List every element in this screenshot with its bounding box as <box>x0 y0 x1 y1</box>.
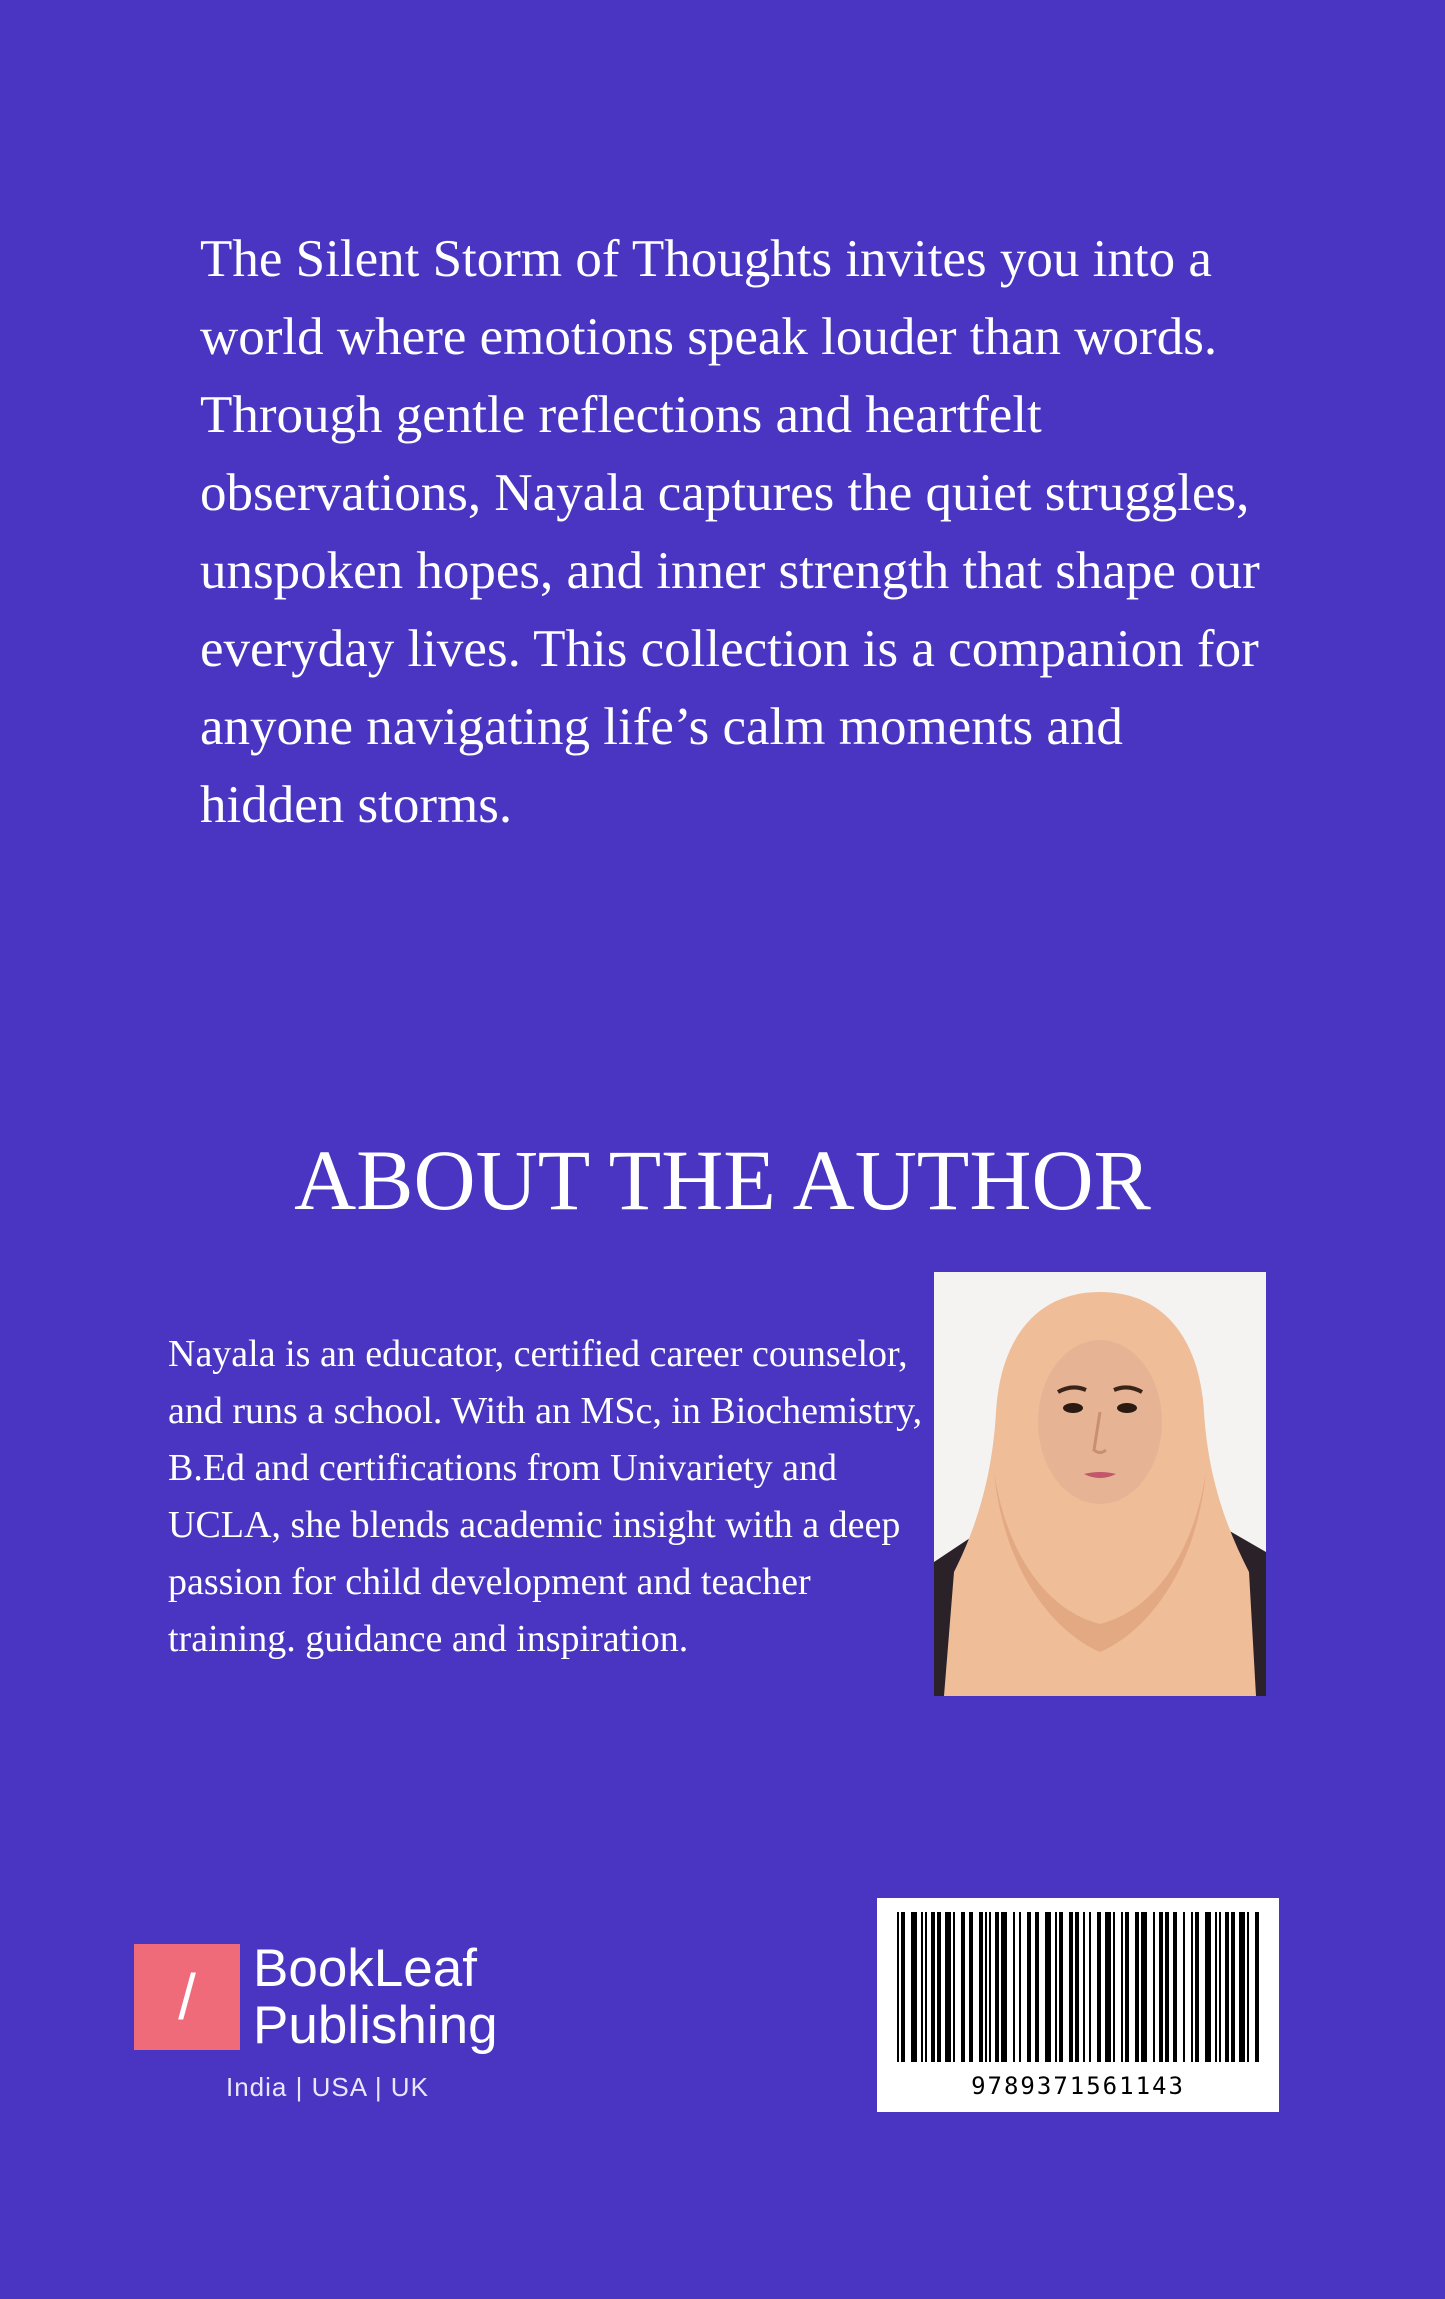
barcode-bar <box>945 1912 951 2062</box>
barcode-bar <box>989 1912 991 2062</box>
isbn-barcode <box>877 1898 1279 2112</box>
publisher-logo-text <box>253 1940 498 2054</box>
barcode-bar <box>1019 1912 1021 2062</box>
barcode-bar <box>1255 1912 1259 2062</box>
barcode-bar <box>985 1912 987 2062</box>
barcode-bar <box>979 1912 983 2062</box>
back-cover-blurb: The Silent Storm of Thoughts invites you into a world where emotions speak louder than words. Through gentle reflections and heartfelt observations, Nayala captures the quiet struggles, unspoken hopes, and inner strength that shape our everyday lives. This collection is a companion for anyone navigating life’s calm moments and hidden storms. <box>200 230 1260 834</box>
author-bio: Nayala is an educator, certified career counselor, and runs a school. With an MSc, in Biochemistry, B.Ed and certifications from Univariety and UCLA, she blends academic insight with a deep passion for child development and teacher training. guidance and inspiration. <box>168 1333 923 1660</box>
barcode-bar <box>1055 1912 1057 2062</box>
barcode-bar <box>1083 1912 1085 2062</box>
publisher-name-line1: BookLeaf <box>253 1939 477 1998</box>
publisher-name-line2: Publishing <box>253 1996 498 2055</box>
publisher-regions: India | USA | UK <box>226 2072 429 2102</box>
barcode-bar <box>1027 1912 1031 2062</box>
publisher-logo <box>134 1939 534 2124</box>
barcode-bar <box>911 1912 917 2062</box>
barcode-bar <box>1125 1912 1129 2062</box>
barcode-bar <box>925 1912 927 2062</box>
barcode-bar <box>1247 1912 1249 2062</box>
barcode-bar <box>1239 1912 1245 2062</box>
barcode-bar <box>1035 1912 1039 2062</box>
publisher-logo-mark: / <box>134 1944 240 2050</box>
barcode-bar <box>1165 1912 1169 2062</box>
barcode-bar <box>1075 1912 1079 2062</box>
barcode-bar <box>1215 1912 1217 2062</box>
barcode-bar <box>901 1912 905 2062</box>
isbn-number: 9789371561143 <box>971 2072 1185 2100</box>
barcode-bar <box>921 1912 923 2062</box>
barcode-bar <box>969 1912 973 2062</box>
barcode-bar <box>1173 1912 1177 2062</box>
barcode-bar <box>1069 1912 1073 2062</box>
about-author-heading: ABOUT THE AUTHOR <box>294 1132 1151 1228</box>
barcode-bar <box>1045 1912 1051 2062</box>
barcode-bar <box>1183 1912 1185 2062</box>
barcode-bar <box>931 1912 935 2062</box>
barcode-bar <box>1219 1912 1221 2062</box>
barcode-bar <box>1121 1912 1123 2062</box>
barcode-bar <box>1205 1912 1211 2062</box>
barcode-bar <box>961 1912 965 2062</box>
barcode-bar <box>995 1912 999 2062</box>
barcode-bar <box>1097 1912 1101 2062</box>
barcode-bar <box>1135 1912 1139 2062</box>
barcode-bar <box>1089 1912 1091 2062</box>
barcode-bar <box>1001 1912 1007 2062</box>
barcode-bar <box>1059 1912 1063 2062</box>
author-photo <box>934 1272 1266 1696</box>
author-portrait-illustration <box>934 1272 1266 1696</box>
barcode-bar <box>937 1912 941 2062</box>
barcode-bar <box>1231 1912 1235 2062</box>
barcode-bar <box>1141 1912 1147 2062</box>
barcode-bar <box>1113 1912 1115 2062</box>
barcode-bar <box>1153 1912 1155 2062</box>
barcode-bar <box>953 1912 955 2062</box>
barcode-bar <box>1013 1912 1015 2062</box>
barcode-bar <box>1195 1912 1199 2062</box>
barcode-bar <box>1105 1912 1111 2062</box>
barcode-bar <box>897 1912 899 2062</box>
barcode-bar <box>1159 1912 1163 2062</box>
barcode-bar <box>1191 1912 1193 2062</box>
barcode-bar <box>1225 1912 1229 2062</box>
